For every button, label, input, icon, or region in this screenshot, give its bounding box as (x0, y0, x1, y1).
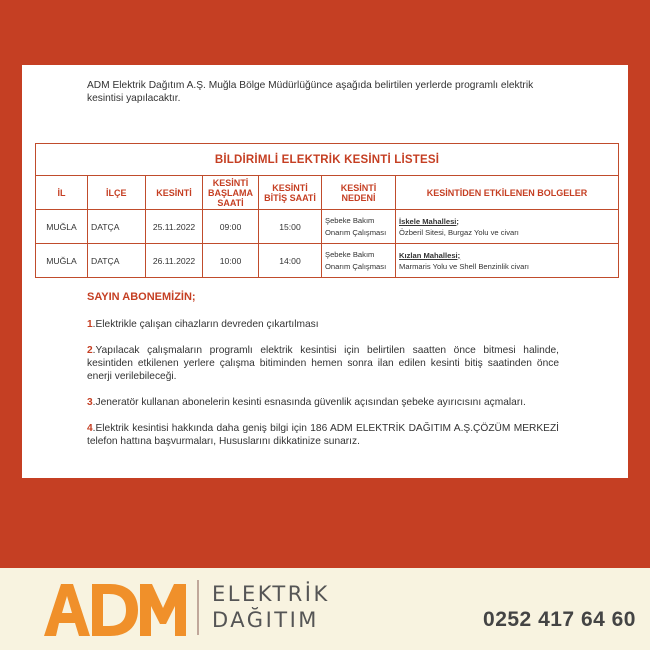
header-neden-line-2: NEDENİ (341, 192, 376, 203)
table-title: BİLDİRİMLİ ELEKTRİK KESİNTİ LİSTESİ (36, 144, 619, 176)
notice-number: 1 (87, 319, 93, 330)
intro-text: ADM Elektrik Dağıtım A.Ş. Muğla Bölge Müdürlüğünce aşağıda belirtilen yerlerde programlı elektrik kesintisi yapılacaktır. (87, 80, 534, 104)
notice-item (87, 396, 559, 409)
brand-dagitim: DAĞITIM (212, 608, 319, 632)
cell-tarih: 25.11.2022 (146, 210, 203, 244)
announcement-document (22, 65, 628, 478)
outage-table (35, 143, 619, 278)
cell-neden-line-2: Onarım Çalışması (325, 261, 387, 271)
cell-neden (322, 210, 396, 244)
header-il: İL (36, 176, 88, 210)
table-row (36, 244, 619, 278)
header-neden-line-1: KESİNTİ (340, 182, 377, 193)
cell-neden-line-2: Onarım Çalışması (325, 227, 387, 237)
notice-item (87, 318, 559, 331)
cell-bolge (396, 244, 619, 278)
notices-heading: SAYIN ABONEMİZİN; (87, 291, 196, 303)
header-kesinti-nedeni (322, 176, 396, 210)
header-bolgeler: KESİNTİDEN ETKİLENEN BOLGELER (396, 176, 619, 210)
notice-number: 4 (87, 423, 93, 434)
notice-number: 3 (87, 397, 93, 408)
cell-detay: Özberil Sitesi, Burgaz Yolu ve civarı (399, 227, 519, 237)
notice-text: .Jeneratör kullanan abonelerin kesinti esnasında güvenlik açısından şebeke ayırıcısını açmaları. (92, 397, 526, 408)
notices-section (87, 291, 559, 461)
footer-bar (0, 568, 650, 650)
cell-neden (322, 244, 396, 278)
header-bitis-line-2: BİTİŞ SAATİ (264, 192, 316, 203)
cell-il: MUĞLA (36, 244, 88, 278)
cell-detay: Marmaris Yolu ve Shell Benzinlik civarı (399, 261, 529, 271)
header-bitis-line-1: KESİNTİ (272, 182, 308, 193)
cell-ilce: DATÇA (88, 210, 146, 244)
notice-text: .Elektrikle çalışan cihazların devreden çıkartılması (92, 319, 319, 330)
notice-number: 2 (87, 345, 93, 356)
header-ilce: İLÇE (88, 176, 146, 210)
header-baslama-line-3: SAATİ (217, 197, 244, 208)
notice-item (87, 422, 559, 448)
header-kesinti: KESİNTİ (146, 176, 203, 210)
cell-bitis: 14:00 (259, 244, 322, 278)
cell-baslama: 09:00 (203, 210, 259, 244)
header-bitis-saati (259, 176, 322, 210)
cell-il: MUĞLA (36, 210, 88, 244)
cell-neden-line-1: Şebeke Bakım (325, 215, 375, 225)
table-row (36, 210, 619, 244)
cell-tarih: 26.11.2022 (146, 244, 203, 278)
cell-mahalle: Kızlan Mahallesi; (399, 250, 461, 260)
cell-mahalle: İskele Mahallesi; (399, 216, 459, 226)
table-header-row (36, 176, 619, 210)
cell-baslama: 10:00 (203, 244, 259, 278)
notice-text: .Yapılacak çalışmaların programlı elektrik kesintisi için belirtilen saatten önce bitmesi halinde, kesintiden etkilenen yerlere çalışma bitiminden hemen sonra ilan edilen kesinti bitiş saatinden önce enerji verilebileceği. (87, 345, 559, 382)
header-baslama-line-1: KESİNTİ (212, 177, 249, 188)
brand-elektrik: ELEKTRİK (212, 582, 330, 606)
phone-number: 0252 417 64 60 (483, 608, 636, 631)
cell-ilce: DATÇA (88, 244, 146, 278)
adm-logo (44, 582, 186, 638)
cell-neden-line-1: Şebeke Bakım (325, 249, 375, 259)
cell-bitis: 15:00 (259, 210, 322, 244)
notice-text: .Elektrik kesintisi hakkında daha geniş bilgi için 186 ADM ELEKTRİK DAĞITIM A.Ş.ÇÖZÜM MERKEZİ telefon hattına başvurmaları, Hususlarını dikkatinize sunarız. (87, 423, 559, 447)
footer-divider (197, 580, 199, 635)
cell-bolge (396, 210, 619, 244)
header-baslama-line-2: BAŞLAMA (208, 187, 253, 198)
notice-item (87, 344, 559, 383)
header-baslama-saati (203, 176, 259, 210)
